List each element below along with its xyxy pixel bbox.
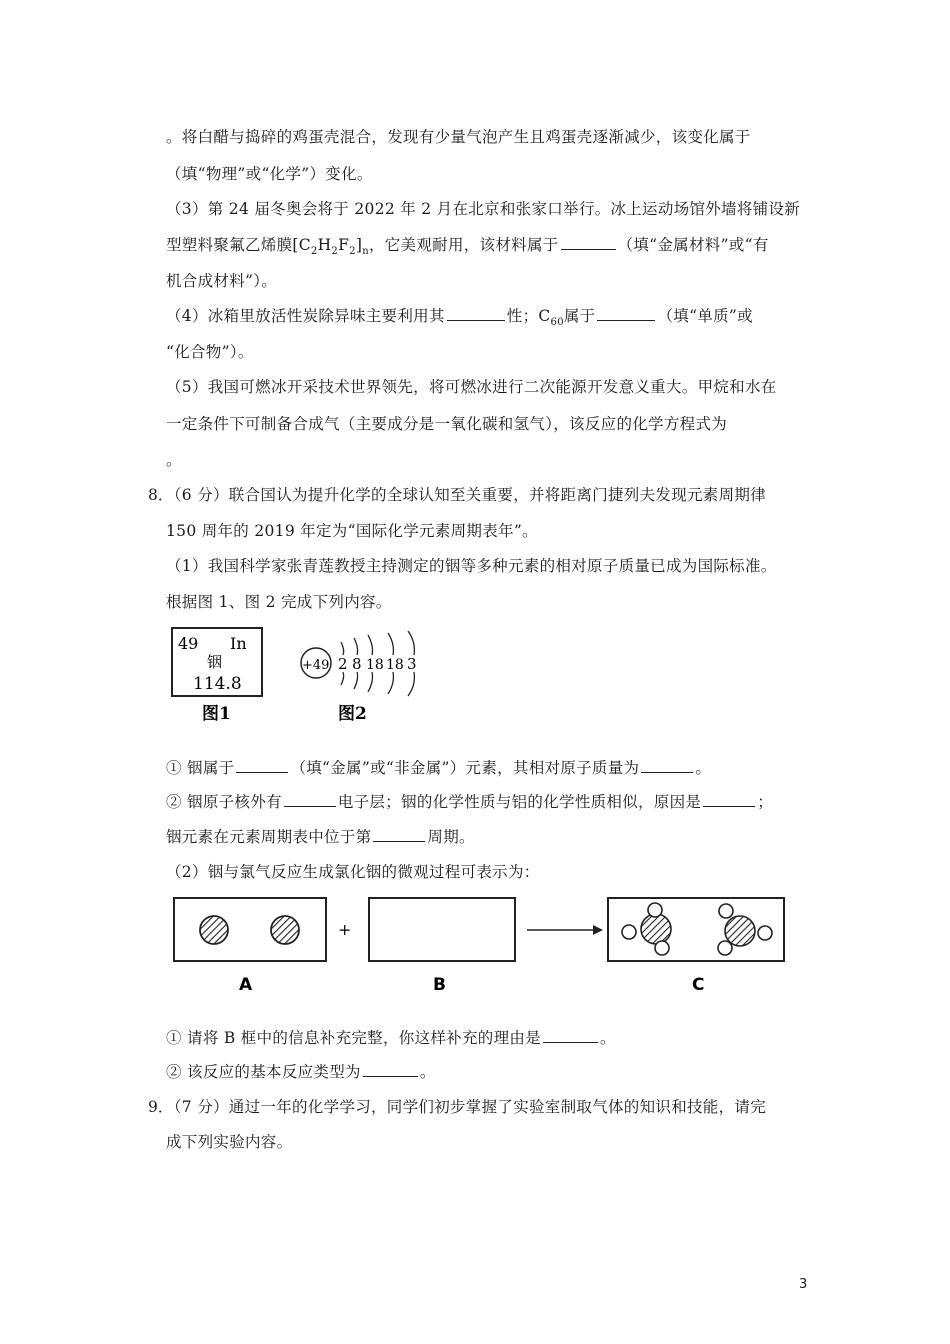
- text-part: 。: [599, 1029, 616, 1047]
- figure-1-caption: 图1: [202, 704, 231, 724]
- shell-electrons-1: 2: [338, 655, 348, 673]
- text-part: （4）冰箱里放活性炭除异味主要利用其: [166, 307, 445, 325]
- answer-blank[interactable]: [447, 306, 505, 321]
- text-line-1: 。将白醋与捣碎的鸡蛋壳混合，发现有少量气泡产生且鸡蛋壳逐渐减少，该变化属于: [166, 128, 751, 146]
- formula-part: 型塑料聚氟乙烯膜[C: [166, 236, 311, 254]
- text-line-6: [166, 305, 810, 334]
- answer-blank[interactable]: [363, 1062, 418, 1077]
- text-part: ；: [757, 793, 774, 811]
- answer-blank[interactable]: [543, 1028, 598, 1043]
- text-line-9: 一定条件下可制备合成气（主要成分是一氧化碳和氢气），该反应的化学方程式为: [166, 415, 728, 433]
- formula-subscript: n: [362, 246, 369, 258]
- text-line-2: （填“物理”或“化学”）变化。: [166, 165, 373, 183]
- text-line-3: （3）第 24 届冬奥会将于 2022 年 2 月在北京和张家口举行。冰上运动场馆外墙将铺设新: [166, 200, 801, 218]
- formula-subscript: 60: [550, 317, 564, 329]
- label-b: B: [433, 975, 446, 995]
- element-name: 铟: [207, 653, 223, 671]
- answer-blank[interactable]: [284, 792, 336, 807]
- formula-part: H: [317, 236, 332, 254]
- reaction-diagram: [165, 893, 795, 1003]
- formula-subscript: 2: [349, 246, 356, 258]
- text-part: 。: [419, 1063, 436, 1081]
- label-a: A: [239, 975, 253, 995]
- text-part: 。: [695, 759, 712, 777]
- text-line-4: [166, 234, 810, 263]
- text-line-14: 根据图 1、图 2 完成下列内容。: [166, 593, 392, 611]
- label-c: C: [692, 975, 705, 995]
- text-part: （填“单质”或: [657, 307, 753, 325]
- text-line-16: [166, 791, 810, 813]
- text-line-8: （5）我国可燃冰开采技术世界领先，将可燃冰进行二次能源开发意义重大。甲烷和水在: [166, 378, 777, 396]
- shell-electrons-2: 8: [352, 655, 362, 673]
- page-number: 3: [799, 1277, 808, 1292]
- text-line-20: [166, 1061, 810, 1083]
- shell-electrons-4: 18: [386, 657, 404, 673]
- text-part: 铟元素在元素周期表中位于第: [166, 828, 372, 846]
- text-line-22: 成下列实验内容。: [166, 1133, 293, 1151]
- question-number-9: 9．: [148, 1098, 174, 1116]
- text-line-13: （1）我国科学家张青莲教授主持测定的铟等多种元素的相对原子质量已成为国际标准。: [166, 557, 777, 575]
- indium-atom: [200, 916, 228, 944]
- indium-chloride-molecule: [718, 904, 772, 955]
- atomic-number: 49: [178, 634, 199, 653]
- indium-chloride-molecule: [622, 903, 671, 955]
- text-part: ，它美观耐用，该材料属于: [368, 236, 559, 254]
- text-part: （填“金属”或“非金属”）元素，其相对原子质量为: [290, 759, 640, 777]
- question-number-8: 8．: [148, 486, 174, 504]
- formula-part: ]: [355, 236, 363, 254]
- text-line-21: （7 分）通过一年的化学学习，同学们初步掌握了实验室制取气体的知识和技能，请完: [166, 1098, 766, 1116]
- text-part: ① 铟属于: [166, 759, 235, 777]
- answer-blank[interactable]: [703, 792, 755, 807]
- plus-sign: +: [338, 920, 352, 939]
- shell-electrons-3: 18: [366, 657, 384, 673]
- box-a: [174, 898, 326, 961]
- text-part: 属于: [563, 307, 596, 325]
- formula-subscript: 2: [331, 246, 339, 258]
- text-part: （填“金属材料”或“有: [617, 236, 769, 254]
- answer-blank[interactable]: [597, 306, 655, 321]
- atomic-mass: 114.8: [193, 674, 242, 694]
- box-b[interactable]: [369, 898, 515, 961]
- text-line-12: 150 周年的 2019 年定为“国际化学元素周期表年”。: [166, 522, 538, 540]
- answer-blank[interactable]: [561, 235, 616, 250]
- text-line-19: [166, 1027, 810, 1049]
- nucleus-charge: +49: [302, 658, 330, 673]
- answer-blank[interactable]: [641, 758, 693, 773]
- shell-electrons-5: 3: [407, 655, 417, 673]
- text-part: 电子层；铟的化学性质与铝的化学性质相似，原因是: [337, 793, 702, 811]
- text-line-5: 机合成材料”）。: [166, 272, 278, 290]
- text-line-10: 。: [166, 451, 182, 469]
- text-part: 周期。: [427, 828, 475, 846]
- element-symbol: In: [230, 634, 247, 653]
- text-line-17: [166, 826, 810, 848]
- text-line-15: [166, 757, 810, 779]
- formula-subscript: 2: [310, 246, 318, 258]
- text-line-11: （6 分）联合国认为提升化学的全球认知至关重要，并将距离门捷列夫发现元素周期律: [166, 486, 766, 504]
- answer-blank[interactable]: [373, 827, 425, 842]
- indium-atom: [271, 916, 299, 944]
- figure-2-caption: 图2: [338, 704, 367, 724]
- text-part: ② 铟原子核外有: [166, 793, 282, 811]
- indium-figures: [160, 622, 440, 732]
- text-part: ② 该反应的基本反应类型为: [166, 1063, 361, 1081]
- text-line-18: （2）铟与氯气反应生成氯化铟的微观过程可表示为：: [166, 863, 540, 881]
- formula-part: F: [338, 236, 350, 254]
- answer-blank[interactable]: [236, 758, 288, 773]
- text-part: 性；C: [506, 307, 551, 325]
- reaction-arrowhead: [593, 925, 603, 935]
- text-line-7: “化合物”）。: [166, 343, 254, 361]
- text-part: ① 请将 B 框中的信息补充完整，你这样补充的理由是: [166, 1029, 541, 1047]
